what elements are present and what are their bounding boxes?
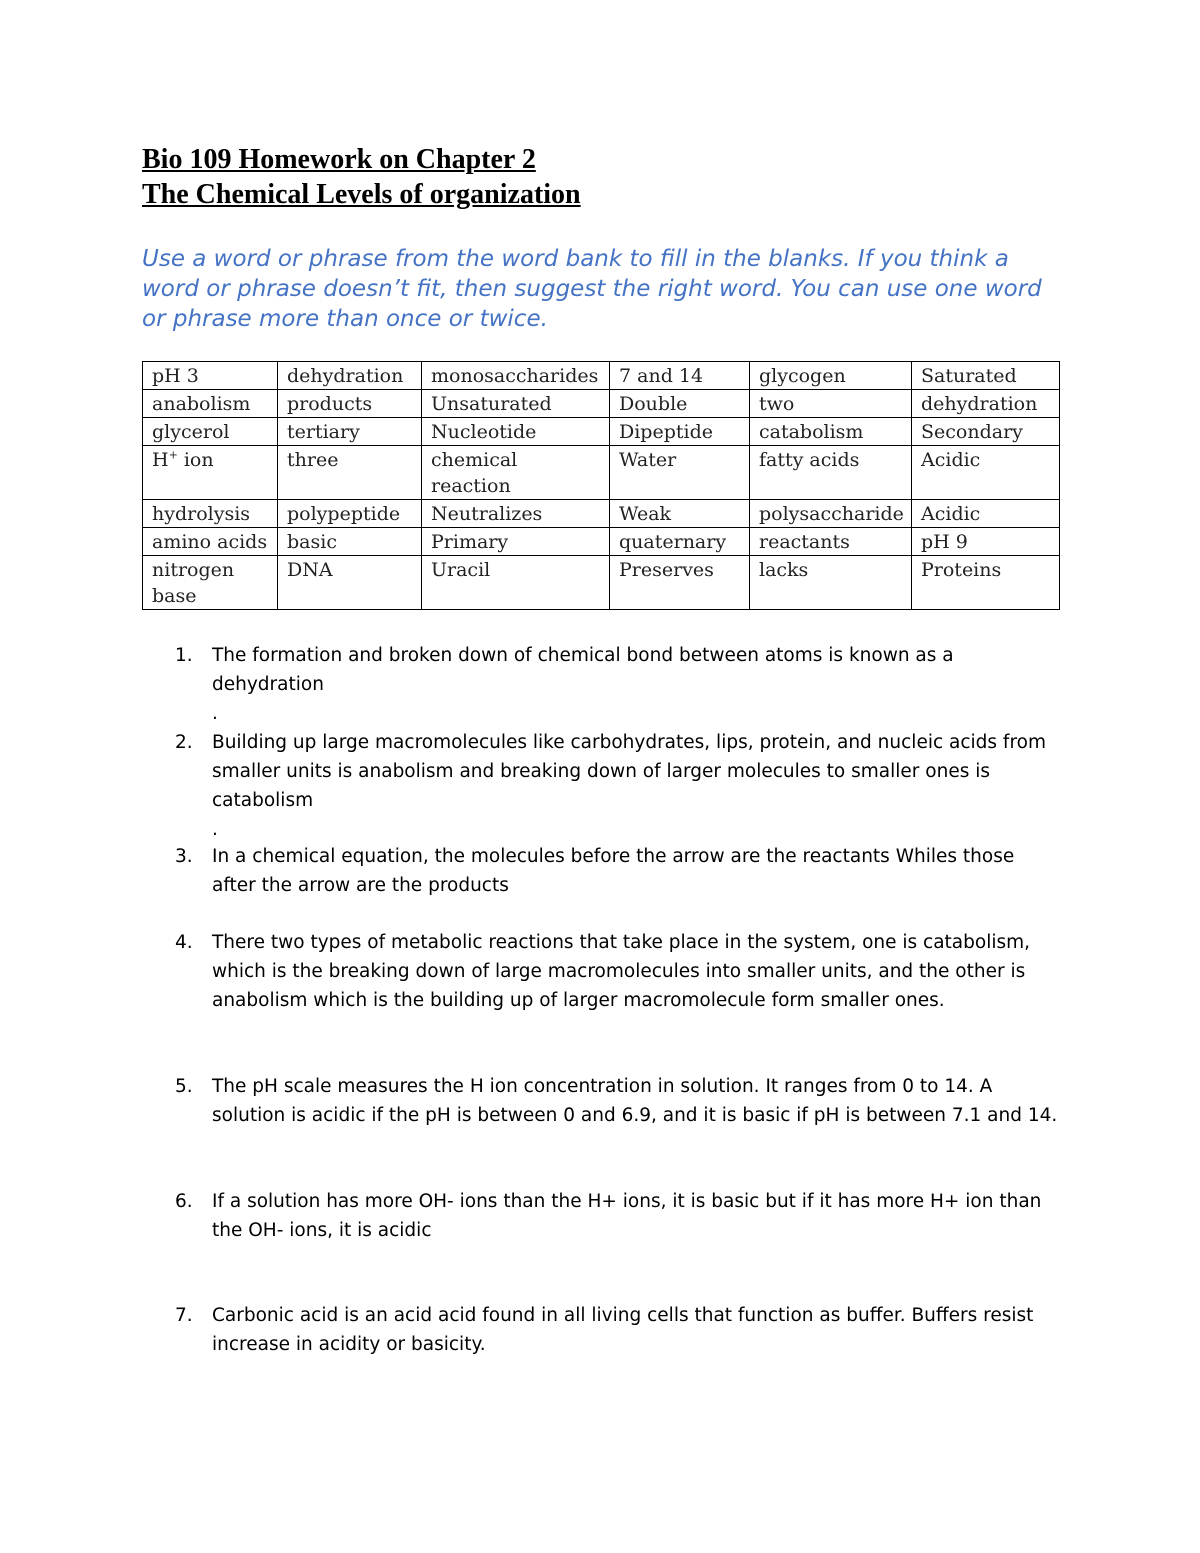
h-ion-superscript: + (168, 448, 178, 462)
word-bank-cell: Dipeptide (610, 418, 750, 446)
word-bank-cell: Neutralizes (422, 500, 610, 528)
word-bank-cell: lacks (750, 556, 912, 610)
word-bank-cell: basic (278, 528, 422, 556)
question-number: 2. (175, 732, 193, 753)
word-bank-row (143, 418, 1060, 446)
question-trailing-dot: . (212, 703, 218, 724)
question-item (142, 1187, 1062, 1245)
question-number: 6. (175, 1191, 193, 1212)
word-bank-row (143, 362, 1060, 390)
question-text: Building up large macromolecules like carbohydrates, lips, protein, and nucleic acids from smaller units is anabolism and breaking down of larger molecules to smaller ones is catabolism (212, 732, 1046, 811)
word-bank-cell: three (278, 446, 422, 500)
question-text: In a chemical equation, the molecules before the arrow are the reactants Whiles those after the arrow are the products (212, 846, 1015, 896)
question-item (142, 1072, 1062, 1130)
word-bank-cell: Primary (422, 528, 610, 556)
word-bank-cell-h-ion (143, 446, 278, 500)
word-bank-cell: Unsaturated (422, 390, 610, 418)
word-bank-cell: tertiary (278, 418, 422, 446)
question-item (142, 928, 1062, 1015)
word-bank-cell: Proteins (912, 556, 1060, 610)
word-bank-cell: monosaccharides (422, 362, 610, 390)
word-bank-cell: pH 3 (143, 362, 278, 390)
question-item (142, 1301, 1062, 1359)
question-number: 1. (175, 645, 193, 666)
question-number: 7. (175, 1305, 193, 1326)
word-bank-cell: Acidic (912, 446, 1060, 500)
word-bank-cell: Preserves (610, 556, 750, 610)
word-bank-cell: polysaccharide (750, 500, 912, 528)
question-item (142, 728, 1062, 844)
question-item (142, 641, 1062, 728)
word-bank-cell: anabolism (143, 390, 278, 418)
h-ion-rest: ion (177, 449, 214, 471)
word-bank-cell: DNA (278, 556, 422, 610)
word-bank-cell: Uracil (422, 556, 610, 610)
word-bank-cell: two (750, 390, 912, 418)
word-bank-row (143, 556, 1060, 610)
word-bank-cell: quaternary (610, 528, 750, 556)
word-bank-cell: glycogen (750, 362, 912, 390)
word-bank-cell: Acidic (912, 500, 1060, 528)
question-text: There two types of metabolic reactions that take place in the system, one is catabolism, which is the breaking down of large macromolecules into smaller units, and the other is anabolism which is the building up of larger macromolecule form smaller ones. (212, 932, 1031, 1011)
word-bank-cell: chemical reaction (422, 446, 610, 500)
word-bank-row (143, 390, 1060, 418)
question-trailing-dot: . (212, 819, 218, 840)
word-bank-cell: reactants (750, 528, 912, 556)
word-bank-row (143, 500, 1060, 528)
word-bank-row (143, 528, 1060, 556)
word-bank-cell: Weak (610, 500, 750, 528)
word-bank-cell: Nucleotide (422, 418, 610, 446)
word-bank-cell: 7 and 14 (610, 362, 750, 390)
word-bank-cell: fatty acids (750, 446, 912, 500)
word-bank-row (143, 446, 1060, 500)
word-bank-cell: products (278, 390, 422, 418)
question-text: The formation and broken down of chemical bond between atoms is known as a dehydration (212, 645, 954, 695)
question-item (142, 842, 1062, 900)
word-bank-cell: Water (610, 446, 750, 500)
word-bank-cell: hydrolysis (143, 500, 278, 528)
word-bank-cell: glycerol (143, 418, 278, 446)
instructions-text: Use a word or phrase from the word bank to fill in the blanks. If you think a word or phrase doesn’t fit, then suggest the right word. You can use one word or phrase more than once or twice. (142, 246, 1042, 332)
word-bank-cell: Double (610, 390, 750, 418)
page-subtitle: The Chemical Levels of organization (142, 179, 581, 210)
word-bank-cell: pH 9 (912, 528, 1060, 556)
word-bank-cell: nitrogen base (143, 556, 278, 610)
page-title: Bio 109 Homework on Chapter 2 (142, 144, 536, 175)
word-bank-cell: Saturated (912, 362, 1060, 390)
word-bank-cell: polypeptide (278, 500, 422, 528)
question-number: 4. (175, 932, 193, 953)
question-text: If a solution has more OH- ions than the H+ ions, it is basic but if it has more H+ ion than the OH- ions, it is acidic (212, 1191, 1042, 1241)
word-bank-cell: dehydration (278, 362, 422, 390)
question-text: The pH scale measures the H ion concentration in solution. It ranges from 0 to 14. A solution is acidic if the pH is between 0 and 6.9, and it is basic if pH is between 7.1 and 14. (212, 1076, 1058, 1126)
title-block (142, 142, 581, 212)
question-number: 5. (175, 1076, 193, 1097)
word-bank-table (142, 361, 1060, 610)
word-bank-cell: Secondary (912, 418, 1060, 446)
word-bank-cell: dehydration (912, 390, 1060, 418)
word-bank-cell: amino acids (143, 528, 278, 556)
question-number: 3. (175, 846, 193, 867)
question-text: Carbonic acid is an acid acid found in all living cells that function as buffer. Buffers resist increase in acidity or basicity. (212, 1305, 1034, 1355)
h-ion-base: H (152, 449, 169, 471)
word-bank-cell: catabolism (750, 418, 912, 446)
